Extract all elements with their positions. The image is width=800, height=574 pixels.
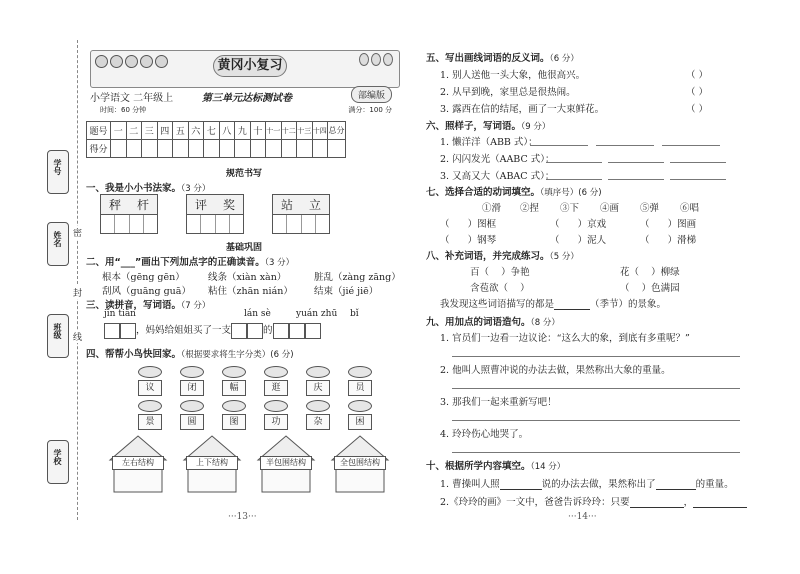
score-table-score-row — [87, 140, 346, 158]
bird-char-label: 困 — [348, 414, 372, 430]
house-left-right[interactable] — [108, 434, 168, 494]
pinyin-yuanzhu: yuán zhū — [296, 309, 338, 319]
q7-blank[interactable]: （ ）滑梯 — [640, 235, 697, 246]
bird-icon — [180, 400, 204, 412]
student-number-box — [47, 150, 69, 194]
bird-icon — [306, 400, 330, 412]
q7-blank-word: 图框 — [477, 219, 497, 230]
copy-char: 立 — [308, 198, 321, 212]
seal-char-mi: 密 — [73, 226, 82, 239]
bird-char[interactable] — [130, 400, 170, 434]
q7-blank-word: 钢琴 — [477, 235, 497, 246]
q2-title-text: 二、用“___”画出下列加点字的正确读音。 — [86, 257, 265, 268]
writing-cell[interactable] — [302, 215, 316, 233]
q8-text: 争艳 — [510, 267, 530, 278]
bird-char[interactable] — [256, 366, 296, 400]
bird-char-label: 杂 — [306, 414, 330, 430]
fill-blank[interactable] — [656, 489, 696, 490]
bird-icon — [348, 366, 372, 378]
score-cell[interactable] — [126, 140, 142, 158]
q7-blank-word: 泥人 — [587, 235, 607, 246]
q10-points: （14 分） — [530, 462, 566, 472]
answer-line[interactable] — [608, 179, 664, 180]
answer-box[interactable] — [273, 323, 289, 339]
answer-line[interactable] — [546, 162, 602, 163]
house-fully-enclosed[interactable] — [330, 434, 390, 494]
time-label: 时间：60 分钟 — [100, 106, 147, 114]
house-label: 左右结构 — [112, 456, 164, 470]
copy-box-2 — [186, 194, 244, 234]
bird-icon — [222, 366, 246, 378]
bird-char[interactable] — [256, 400, 296, 434]
bird-char[interactable] — [340, 366, 380, 400]
class-box — [47, 314, 69, 358]
q5-points: （6 分） — [549, 54, 579, 64]
bird-char-label: 功 — [264, 414, 288, 430]
q3-answer-row — [104, 322, 321, 339]
answer-box[interactable] — [231, 323, 247, 339]
table-cell: 三 — [142, 122, 158, 140]
writing-cell[interactable] — [230, 215, 243, 233]
copy-char: 秤 — [108, 198, 121, 212]
answer-box[interactable] — [120, 323, 136, 339]
q1-points: （3 分） — [181, 184, 211, 194]
seal-dashed-line — [77, 40, 78, 520]
name-label: 姓名 — [53, 231, 62, 247]
bird-char[interactable] — [172, 366, 212, 400]
house-label: 上下结构 — [186, 456, 238, 470]
q7-blank[interactable]: （ ）图画 — [640, 219, 697, 230]
q4-points: (6 分) — [270, 350, 294, 360]
q7-title-text: 七、选择合适的动词填空。 — [426, 187, 541, 198]
q2-item[interactable]: 线条（xiàn xàn） — [208, 272, 287, 283]
answer-line[interactable] — [596, 145, 654, 146]
q10-text: 2.《玲玲的画》一文中，爸爸告诉玲玲：只要 — [440, 497, 630, 508]
q7-option: ①滑 — [482, 203, 502, 214]
q8-text: 花 — [620, 267, 630, 278]
q4-note: （根据要求将生字分类） — [181, 350, 271, 360]
copy-box-1 — [100, 194, 158, 234]
q7-option: ⑥唱 — [680, 203, 700, 214]
answer-box[interactable] — [104, 323, 120, 339]
season-blank[interactable] — [554, 309, 590, 310]
bird-char-label: 员 — [348, 380, 372, 396]
q7-blank-word: 图画 — [677, 219, 697, 230]
q10-text: 1. 曹操叫人照 — [440, 479, 500, 490]
q4-title-text: 四、帮帮小鸟快回家。 — [86, 349, 182, 360]
score-cell[interactable] — [250, 140, 266, 158]
q5-answer-paren[interactable]: （ ） — [686, 70, 709, 81]
bird-char[interactable] — [298, 366, 338, 400]
writing-cell[interactable] — [115, 215, 129, 233]
table-cell: 十 — [250, 122, 266, 140]
q5-item: 1. 别人送他一头大象，他很高兴。 — [440, 70, 586, 81]
q5-item: 2. 从早到晚，家里总是很热闹。 — [440, 87, 576, 98]
table-cell: 二 — [126, 122, 142, 140]
table-cell: 总分 — [328, 122, 346, 140]
house-half-enclosed[interactable] — [256, 434, 316, 494]
kids-illustration — [95, 55, 168, 68]
fill-blank[interactable] — [693, 507, 747, 508]
student-number-label: 学号 — [53, 159, 62, 175]
pinyin-bi: bǐ — [350, 309, 359, 319]
answer-line[interactable] — [452, 388, 740, 389]
bird-icon — [264, 366, 288, 378]
bird-icon — [138, 400, 162, 412]
bird-char[interactable] — [214, 366, 254, 400]
answer-line[interactable] — [608, 162, 664, 163]
seal-char-xian: 线 — [73, 330, 82, 343]
q6-item: 3. 又高又大（ABAC 式）： — [440, 171, 555, 182]
page-number-left: ···13··· — [228, 512, 257, 522]
name-box — [47, 222, 69, 266]
q8-text: 柳绿 — [660, 267, 680, 278]
full-score-label: 满分：100 分 — [348, 106, 392, 114]
q8-title — [426, 248, 579, 262]
bird-icon — [348, 400, 372, 412]
q10-item-1 — [440, 476, 734, 490]
q7-option: ⑤弹 — [640, 203, 660, 214]
q10-item-2 — [440, 494, 747, 508]
q6-title-text: 六、照样子，写词语。 — [426, 121, 522, 132]
q8-text: 色满园 — [651, 283, 680, 294]
bird-icon — [138, 366, 162, 378]
score-table-header-row — [87, 122, 346, 140]
table-cell: 题号 — [87, 122, 111, 140]
bird-icon — [180, 366, 204, 378]
q8-row1b[interactable]: 花（ ）柳绿 — [620, 267, 680, 278]
writing-cell[interactable] — [130, 215, 144, 233]
score-cell[interactable] — [219, 140, 235, 158]
answer-line[interactable] — [452, 420, 740, 421]
table-cell: 六 — [188, 122, 204, 140]
q7-blank[interactable]: （ ）钢琴 — [440, 235, 497, 246]
exam-info — [90, 89, 400, 119]
writing-cell[interactable] — [187, 215, 201, 233]
school-box — [47, 440, 69, 484]
header-banner — [90, 50, 400, 88]
writing-cell[interactable] — [273, 215, 287, 233]
copy-char: 评 — [194, 198, 207, 212]
answer-line[interactable] — [670, 162, 726, 163]
score-cell[interactable] — [297, 140, 313, 158]
class-label: 班级 — [53, 323, 62, 339]
q8-season: （季节） — [590, 299, 629, 310]
writing-cell[interactable] — [216, 215, 230, 233]
q3-points: （7 分） — [181, 301, 211, 311]
q1-title — [86, 180, 210, 194]
score-cell[interactable] — [328, 140, 346, 158]
table-cell: 十二 — [281, 122, 297, 140]
writing-cell[interactable] — [144, 215, 157, 233]
fill-blank[interactable] — [500, 489, 542, 490]
score-cell[interactable] — [281, 140, 297, 158]
q9-item: 2. 他叫人照曹冲说的办法去做，果然称出大象的重量。 — [440, 365, 671, 376]
bird-char-label: 庆 — [306, 380, 330, 396]
bird-char-label: 闭 — [180, 380, 204, 396]
table-cell: 八 — [219, 122, 235, 140]
q8-text: 含苞欲 — [470, 283, 499, 294]
q5-item: 3. 露西在信的结尾，画了一大束鲜花。 — [440, 104, 605, 115]
q7-points: (6 分) — [578, 188, 602, 198]
bird-char-label: 景 — [138, 414, 162, 430]
q8-row2[interactable]: 含苞欲（ ） — [470, 283, 530, 294]
copy-char: 奖 — [222, 198, 235, 212]
q1-title-text: 一、我是小小书法家。 — [86, 183, 182, 194]
writing-cell[interactable] — [287, 215, 301, 233]
q7-option: ②捏 — [520, 203, 540, 214]
seal-char-feng: 封 — [73, 286, 82, 299]
q10-text: 的重量。 — [695, 479, 734, 490]
q8-row1[interactable]: 百（ ）争艳 — [470, 267, 530, 278]
q9-item: 1. 官员们一边看一边议论：“这么大的象，到底有多重呢？” — [440, 333, 690, 344]
bird-char-label: 逛 — [264, 380, 288, 396]
house-top-bottom[interactable] — [182, 434, 242, 494]
copy-char: 站 — [280, 198, 293, 212]
balloons-illustration — [359, 53, 393, 66]
score-cell[interactable] — [312, 140, 328, 158]
q8-row2b[interactable]: （ ）色满园 — [620, 283, 680, 294]
answer-line[interactable] — [452, 356, 740, 357]
writing-cell[interactable] — [201, 215, 215, 233]
answer-box[interactable] — [305, 323, 321, 339]
answer-line[interactable] — [452, 452, 740, 453]
subject-label: 小学语文 二年级上 — [90, 93, 174, 104]
exam-title: 第三单元达标测试卷 — [202, 93, 292, 104]
q5-answer-paren[interactable]: （ ） — [686, 87, 709, 98]
q9-item: 4. 玲玲伤心地哭了。 — [440, 429, 529, 440]
section-heading-writing: 规范书写 — [225, 169, 262, 179]
pinyin-lanse: lán sè — [244, 309, 271, 319]
q6-item: 1. 懒洋洋（ABB 式）： — [440, 137, 538, 148]
q4-title — [86, 346, 294, 360]
pinyin-jintian: jīn tiān — [104, 309, 136, 319]
bird-char[interactable] — [130, 366, 170, 400]
q10-title-text: 十、根据所学内容填空。 — [426, 461, 531, 472]
bird-char[interactable] — [172, 400, 212, 434]
bird-char-label: 图 — [222, 414, 246, 430]
q2-item[interactable]: 粘住（zhān nián） — [208, 286, 293, 297]
score-cell[interactable] — [157, 140, 173, 158]
q2-item[interactable]: 脏乱（zàng zāng） — [314, 272, 401, 283]
page-number-right: ···14··· — [568, 512, 597, 522]
writing-cell[interactable] — [101, 215, 115, 233]
q7-blank[interactable]: （ ）京戏 — [550, 219, 607, 230]
q7-title — [426, 184, 602, 198]
table-cell: 十一 — [266, 122, 282, 140]
q9-title — [426, 314, 560, 328]
section-heading-basics: 基础巩固 — [225, 243, 262, 253]
brand-title: 黄冈小复习 — [213, 55, 287, 77]
q7-blank-word: 滑梯 — [677, 235, 697, 246]
answer-box[interactable] — [247, 323, 263, 339]
score-cell[interactable] — [173, 140, 189, 158]
q3-title-text: 三、读拼音，写词语。 — [86, 300, 182, 311]
q7-blank[interactable]: （ ）图框 — [440, 219, 497, 230]
q6-points: （9 分） — [521, 122, 551, 132]
score-cell[interactable] — [204, 140, 220, 158]
bird-char-label: 幅 — [222, 380, 246, 396]
table-cell: 七 — [204, 122, 220, 140]
answer-box[interactable] — [289, 323, 305, 339]
bird-char-label: 圆 — [180, 414, 204, 430]
q9-title-text: 九、用加点的词语造句。 — [426, 317, 531, 328]
q8-line-text: 我发现这些词语描写的都是 — [440, 299, 555, 310]
q8-conclusion — [440, 296, 666, 310]
score-cell[interactable] — [142, 140, 158, 158]
score-cell[interactable] — [235, 140, 251, 158]
q9-points: （8 分） — [530, 318, 560, 328]
bird-icon — [264, 400, 288, 412]
q6-item: 2. 闪闪发光（AABC 式）： — [440, 154, 555, 165]
bird-char[interactable] — [298, 400, 338, 434]
q7-option: ④画 — [600, 203, 620, 214]
binding-margin — [0, 0, 78, 574]
q2-item[interactable]: 根本（gēng gēn） — [102, 272, 185, 283]
q7-note: （填序号） — [540, 188, 579, 198]
bird-char[interactable] — [214, 400, 254, 434]
q7-option: ③下 — [560, 203, 580, 214]
writing-cell[interactable] — [316, 215, 329, 233]
q2-title — [86, 254, 294, 268]
q10-text: 说的办法去做，果然称出了 — [541, 479, 656, 490]
table-cell: 十四 — [312, 122, 328, 140]
answer-line[interactable] — [670, 179, 726, 180]
q5-title — [426, 50, 579, 64]
q10-title — [426, 458, 565, 472]
copy-char: 杆 — [136, 198, 149, 212]
copy-box-3 — [272, 194, 330, 234]
house-label: 全包围结构 — [334, 456, 386, 470]
q10-text: ， — [683, 497, 694, 508]
q8-text: 百 — [470, 267, 480, 278]
q7-blank-word: 京戏 — [587, 219, 607, 230]
score-table — [86, 121, 346, 158]
bird-char[interactable] — [340, 400, 380, 434]
bird-icon — [306, 366, 330, 378]
table-cell: 九 — [235, 122, 251, 140]
score-cell[interactable] — [188, 140, 204, 158]
q7-blank[interactable]: （ ）泥人 — [550, 235, 607, 246]
q2-points: （3 分） — [264, 258, 295, 268]
q8-points: （5 分） — [549, 252, 579, 262]
answer-line[interactable] — [662, 145, 720, 146]
q6-title — [426, 118, 550, 132]
q9-item: 3. 那我们一起来重新写吧！ — [440, 397, 557, 408]
table-cell: 得分 — [87, 140, 111, 158]
table-cell: 四 — [157, 122, 173, 140]
answer-line[interactable] — [530, 145, 588, 146]
q2-item[interactable]: 刮风（guāng guā） — [102, 286, 191, 297]
q3-text1: ，妈妈给姐姐买了一支 — [136, 325, 232, 336]
q8-title-text: 八、补充词语，并完成练习。 — [426, 251, 550, 262]
q8-tail: 的景象。 — [628, 299, 667, 310]
bird-icon — [222, 400, 246, 412]
answer-line[interactable] — [546, 179, 602, 180]
fill-blank[interactable] — [630, 507, 684, 508]
q3-text2: 的 — [263, 325, 273, 336]
q2-item[interactable]: 结束（jié jiē） — [314, 286, 379, 297]
table-cell: 五 — [173, 122, 189, 140]
score-cell[interactable] — [266, 140, 282, 158]
house-label: 半包围结构 — [260, 456, 312, 470]
q5-title-text: 五、写出画线词语的反义词。 — [426, 53, 550, 64]
score-cell[interactable] — [111, 140, 127, 158]
table-cell: 十三 — [297, 122, 313, 140]
table-cell: 一 — [111, 122, 127, 140]
school-label: 学校 — [53, 449, 62, 465]
edition-badge: 部编版 — [351, 86, 392, 103]
bird-char-label: 议 — [138, 380, 162, 396]
q5-answer-paren[interactable]: （ ） — [686, 104, 709, 115]
